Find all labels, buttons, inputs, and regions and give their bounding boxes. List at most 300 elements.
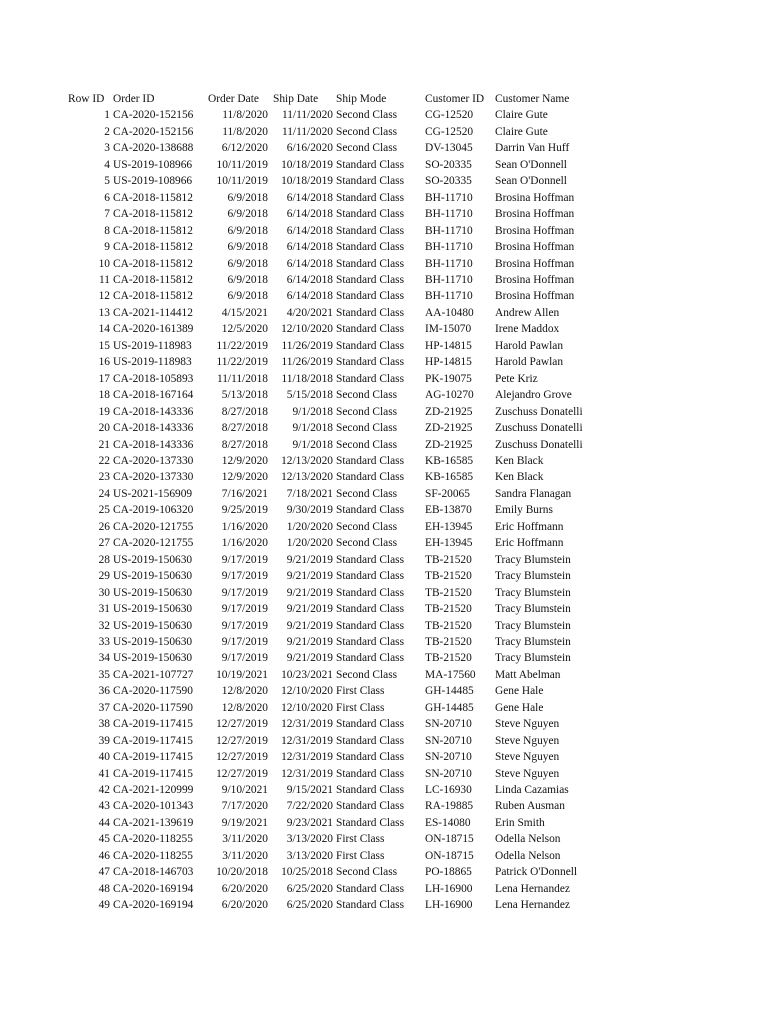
cell-customer-name: Steve Nguyen [495, 751, 560, 764]
header-customer-id: Customer ID [425, 93, 485, 105]
cell-order-date: 6/9/2018 [227, 191, 268, 204]
cell-order-id: CA-2020-137330 [113, 471, 194, 484]
table-row [68, 420, 605, 436]
cell-customer-name: Emily Burns [495, 504, 553, 517]
cell-ship-date: 10/18/2019 [281, 158, 333, 171]
cell-ship-date: 6/14/2018 [286, 224, 333, 237]
cell-customer-id: GH-14485 [425, 685, 474, 698]
cell-customer-name: Claire Gute [495, 109, 548, 122]
cell-customer-name: Eric Hoffmann [495, 537, 564, 550]
cell-ship-mode: Second Class [336, 537, 398, 550]
cell-order-id: US-2019-150630 [113, 635, 193, 648]
cell-ship-date: 3/13/2020 [286, 849, 333, 862]
cell-order-id: CA-2018-115812 [113, 224, 193, 237]
cell-ship-mode: First Class [336, 701, 385, 714]
cell-customer-id: PK-19075 [425, 372, 472, 385]
table-row [68, 552, 605, 568]
cell-ship-mode: Second Class [336, 109, 398, 122]
table-row [68, 107, 605, 123]
cell-ship-mode: Standard Class [336, 734, 405, 747]
cell-ship-mode: Second Class [336, 668, 398, 681]
cell-customer-id: SO-20335 [425, 158, 472, 171]
cell-ship-mode: Standard Class [336, 273, 405, 286]
cell-row-id: 33 [98, 635, 110, 648]
cell-customer-name: Ken Black [495, 454, 544, 467]
cell-row-id: 44 [98, 816, 110, 829]
cell-ship-date: 10/25/2018 [281, 866, 333, 879]
cell-order-date: 9/17/2019 [221, 603, 268, 616]
cell-order-date: 6/9/2018 [227, 224, 268, 237]
cell-ship-date: 6/25/2020 [286, 899, 333, 912]
cell-order-id: CA-2020-169194 [113, 899, 194, 912]
cell-order-id: US-2019-150630 [113, 570, 193, 583]
table-row [68, 486, 605, 502]
table-row [68, 716, 605, 732]
cell-row-id: 35 [98, 668, 110, 681]
cell-row-id: 10 [98, 257, 110, 270]
cell-order-id: CA-2019-106320 [113, 504, 194, 517]
cell-ship-date: 12/13/2020 [281, 471, 333, 484]
cell-customer-name: Zuschuss Donatelli [495, 405, 583, 418]
cell-ship-date: 11/26/2019 [281, 356, 333, 369]
cell-ship-mode: Standard Class [336, 175, 405, 188]
cell-row-id: 28 [98, 553, 110, 566]
cell-customer-id: BH-11710 [425, 290, 473, 303]
cell-order-id: CA-2021-120999 [113, 784, 194, 797]
cell-ship-date: 4/20/2021 [286, 306, 333, 319]
cell-order-date: 11/8/2020 [222, 125, 268, 138]
cell-ship-mode: Standard Class [336, 241, 405, 254]
cell-order-id: CA-2019-117415 [113, 751, 193, 764]
cell-customer-id: PO-18865 [425, 866, 472, 879]
table-row [68, 124, 605, 140]
cell-order-date: 7/17/2020 [221, 800, 268, 813]
cell-customer-id: AG-10270 [425, 389, 474, 402]
cell-customer-name: Harold Pawlan [495, 356, 564, 369]
cell-ship-date: 9/21/2019 [286, 652, 333, 665]
cell-order-id: CA-2018-167164 [113, 389, 194, 402]
cell-customer-id: TB-21520 [425, 652, 472, 665]
cell-order-date: 9/17/2019 [221, 619, 268, 632]
table-row [68, 239, 605, 255]
cell-ship-date: 10/18/2019 [281, 175, 333, 188]
cell-customer-id: TB-21520 [425, 603, 472, 616]
cell-customer-id: ZD-21925 [425, 438, 473, 451]
cell-customer-name: Sean O'Donnell [495, 158, 567, 171]
cell-customer-id: EH-13945 [425, 520, 473, 533]
cell-customer-name: Tracy Blumstein [495, 652, 571, 665]
cell-ship-mode: Standard Class [336, 323, 405, 336]
cell-order-id: CA-2018-143336 [113, 438, 194, 451]
cell-ship-date: 12/31/2019 [281, 718, 333, 731]
table-row [68, 782, 605, 798]
cell-customer-name: Zuschuss Donatelli [495, 438, 583, 451]
header-order-date: Order Date [208, 93, 259, 105]
cell-row-id: 2 [104, 125, 110, 138]
cell-row-id: 47 [98, 866, 110, 879]
cell-row-id: 37 [98, 701, 110, 714]
cell-order-date: 3/11/2020 [222, 849, 268, 862]
cell-order-id: CA-2018-115812 [113, 191, 193, 204]
table-row [68, 798, 605, 814]
cell-order-date: 8/27/2018 [221, 438, 268, 451]
cell-order-date: 9/17/2019 [221, 652, 268, 665]
header-row [68, 91, 605, 107]
cell-customer-name: Tracy Blumstein [495, 635, 571, 648]
table-row [68, 206, 605, 222]
cell-order-date: 1/16/2020 [221, 520, 268, 533]
table-row [68, 404, 605, 420]
table-body [68, 107, 605, 913]
cell-row-id: 42 [98, 784, 110, 797]
cell-ship-date: 12/13/2020 [281, 454, 333, 467]
cell-ship-date: 11/11/2020 [281, 125, 333, 138]
cell-customer-id: HP-14815 [425, 356, 472, 369]
cell-customer-name: Sandra Flanagan [495, 487, 572, 500]
cell-order-id: CA-2020-117590 [113, 701, 193, 714]
cell-ship-date: 12/31/2019 [281, 751, 333, 764]
cell-customer-name: Brosina Hoffman [495, 191, 575, 204]
table-row [68, 634, 605, 650]
cell-order-date: 10/19/2021 [216, 668, 268, 681]
cell-ship-date: 9/23/2021 [286, 816, 333, 829]
cell-order-date: 6/20/2020 [221, 882, 268, 895]
header-ship-date: Ship Date [273, 93, 319, 105]
table-row [68, 453, 605, 469]
cell-ship-date: 6/14/2018 [286, 257, 333, 270]
cell-order-date: 7/16/2021 [221, 487, 268, 500]
cell-customer-id: ES-14080 [425, 816, 471, 829]
cell-order-date: 6/9/2018 [227, 208, 268, 221]
cell-ship-mode: Standard Class [336, 899, 405, 912]
cell-customer-id: TB-21520 [425, 553, 472, 566]
cell-order-id: CA-2020-117590 [113, 685, 193, 698]
cell-order-id: US-2019-118983 [113, 356, 192, 369]
table-row [68, 190, 605, 206]
cell-row-id: 46 [98, 849, 110, 862]
table-row [68, 683, 605, 699]
table-row [68, 815, 605, 831]
cell-ship-date: 3/13/2020 [286, 833, 333, 846]
cell-customer-name: Lena Hernandez [495, 882, 570, 895]
cell-customer-name: Alejandro Grove [495, 389, 572, 402]
cell-customer-name: Tracy Blumstein [495, 586, 571, 599]
cell-customer-id: ON-18715 [425, 833, 474, 846]
cell-order-id: US-2019-150630 [113, 586, 193, 599]
cell-ship-date: 6/14/2018 [286, 273, 333, 286]
cell-ship-date: 9/21/2019 [286, 635, 333, 648]
cell-order-date: 12/5/2020 [221, 323, 268, 336]
cell-customer-id: SF-20065 [425, 487, 470, 500]
cell-ship-mode: Standard Class [336, 257, 405, 270]
table-row [68, 535, 605, 551]
cell-customer-id: LC-16930 [425, 784, 472, 797]
cell-order-id: US-2019-108966 [113, 175, 193, 188]
cell-customer-id: TB-21520 [425, 586, 472, 599]
cell-customer-name: Ruben Ausman [495, 800, 565, 813]
cell-customer-id: EB-13870 [425, 504, 472, 517]
cell-order-date: 6/9/2018 [227, 290, 268, 303]
cell-customer-name: Odella Nelson [495, 833, 561, 846]
cell-customer-name: Darrin Van Huff [495, 142, 570, 155]
table-row [68, 157, 605, 173]
cell-ship-date: 10/23/2021 [281, 668, 333, 681]
cell-order-id: CA-2018-143336 [113, 422, 194, 435]
cell-ship-mode: First Class [336, 833, 385, 846]
cell-order-date: 12/9/2020 [221, 454, 268, 467]
cell-customer-name: Gene Hale [495, 701, 544, 714]
cell-row-id: 45 [98, 833, 110, 846]
cell-ship-mode: Second Class [336, 866, 398, 879]
cell-order-date: 8/27/2018 [221, 405, 268, 418]
cell-ship-date: 6/14/2018 [286, 290, 333, 303]
cell-ship-mode: Standard Class [336, 339, 405, 352]
cell-customer-id: IM-15070 [425, 323, 472, 336]
table-row [68, 173, 605, 189]
cell-customer-name: Tracy Blumstein [495, 570, 571, 583]
cell-ship-mode: Standard Class [336, 570, 405, 583]
cell-customer-id: SO-20335 [425, 175, 472, 188]
cell-order-id: CA-2020-152156 [113, 125, 194, 138]
cell-order-date: 10/11/2019 [216, 158, 268, 171]
table-row [68, 749, 605, 765]
cell-row-id: 48 [98, 882, 110, 895]
table-row [68, 256, 605, 272]
table-header [68, 91, 605, 107]
cell-row-id: 21 [98, 438, 110, 451]
table-row [68, 864, 605, 880]
cell-row-id: 29 [98, 570, 110, 583]
cell-row-id: 39 [98, 734, 110, 747]
cell-order-id: CA-2020-118255 [113, 849, 193, 862]
cell-customer-name: Pete Kriz [495, 372, 538, 385]
table-row [68, 766, 605, 782]
cell-ship-date: 6/14/2018 [286, 208, 333, 221]
table-row [68, 469, 605, 485]
cell-order-date: 5/13/2018 [221, 389, 268, 402]
cell-ship-mode: Second Class [336, 487, 398, 500]
cell-order-date: 11/22/2019 [216, 339, 268, 352]
cell-ship-date: 11/11/2020 [281, 109, 333, 122]
cell-customer-name: Brosina Hoffman [495, 208, 575, 221]
cell-ship-mode: First Class [336, 685, 385, 698]
cell-ship-date: 9/21/2019 [286, 619, 333, 632]
cell-customer-name: Eric Hoffmann [495, 520, 564, 533]
table-row [68, 897, 605, 913]
table-row [68, 519, 605, 535]
cell-row-id: 5 [104, 175, 110, 188]
cell-customer-id: BH-11710 [425, 257, 473, 270]
cell-row-id: 22 [98, 454, 110, 467]
cell-order-id: CA-2018-115812 [113, 208, 193, 221]
cell-customer-name: Linda Cazamias [495, 784, 569, 797]
cell-order-date: 9/10/2021 [221, 784, 268, 797]
cell-customer-id: SN-20710 [425, 751, 472, 764]
cell-ship-mode: First Class [336, 849, 385, 862]
cell-order-id: US-2021-156909 [113, 487, 193, 500]
cell-customer-name: Odella Nelson [495, 849, 561, 862]
cell-order-id: CA-2018-115812 [113, 257, 193, 270]
cell-ship-mode: Standard Class [336, 652, 405, 665]
header-customer-name: Customer Name [495, 93, 570, 105]
cell-order-id: CA-2021-114412 [113, 306, 193, 319]
cell-ship-date: 9/30/2019 [286, 504, 333, 517]
cell-order-date: 11/11/2018 [216, 372, 268, 385]
cell-ship-date: 11/26/2019 [281, 339, 333, 352]
cell-row-id: 38 [98, 718, 110, 731]
cell-order-date: 3/11/2020 [222, 833, 268, 846]
cell-row-id: 40 [98, 751, 110, 764]
cell-row-id: 36 [98, 685, 110, 698]
cell-row-id: 11 [99, 273, 110, 286]
cell-ship-mode: Standard Class [336, 553, 405, 566]
cell-order-id: CA-2020-121755 [113, 537, 194, 550]
table-row [68, 568, 605, 584]
cell-ship-mode: Standard Class [336, 784, 405, 797]
table-row [68, 354, 605, 370]
cell-ship-mode: Standard Class [336, 471, 405, 484]
cell-order-id: US-2019-150630 [113, 652, 193, 665]
cell-order-id: CA-2020-138688 [113, 142, 194, 155]
cell-customer-id: SN-20710 [425, 718, 472, 731]
table-row [68, 437, 605, 453]
cell-customer-name: Steve Nguyen [495, 767, 560, 780]
cell-order-id: CA-2018-146703 [113, 866, 194, 879]
cell-row-id: 17 [98, 372, 110, 385]
table-row [68, 321, 605, 337]
cell-ship-date: 6/25/2020 [286, 882, 333, 895]
cell-ship-date: 12/10/2020 [281, 701, 333, 714]
cell-customer-name: Matt Abelman [495, 668, 561, 681]
cell-ship-mode: Standard Class [336, 767, 405, 780]
table-row [68, 618, 605, 634]
cell-order-date: 6/9/2018 [227, 273, 268, 286]
cell-customer-id: ON-18715 [425, 849, 474, 862]
cell-ship-mode: Second Class [336, 125, 398, 138]
cell-customer-name: Tracy Blumstein [495, 603, 571, 616]
cell-ship-mode: Standard Class [336, 619, 405, 632]
cell-ship-mode: Standard Class [336, 224, 405, 237]
cell-customer-id: BH-11710 [425, 191, 473, 204]
cell-order-id: CA-2020-121755 [113, 520, 194, 533]
cell-customer-id: TB-21520 [425, 635, 472, 648]
table-row [68, 338, 605, 354]
table-row [68, 831, 605, 847]
cell-row-id: 32 [98, 619, 110, 632]
cell-ship-mode: Standard Class [336, 356, 405, 369]
cell-row-id: 1 [104, 109, 110, 122]
table-row [68, 848, 605, 864]
cell-customer-name: Brosina Hoffman [495, 241, 575, 254]
cell-ship-date: 6/16/2020 [286, 142, 333, 155]
cell-row-id: 30 [98, 586, 110, 599]
cell-order-date: 11/22/2019 [216, 356, 268, 369]
cell-order-id: CA-2019-117415 [113, 734, 193, 747]
cell-ship-date: 7/18/2021 [286, 487, 333, 500]
cell-customer-name: Sean O'Donnell [495, 175, 567, 188]
cell-ship-date: 9/1/2018 [292, 405, 333, 418]
cell-order-date: 9/17/2019 [221, 586, 268, 599]
cell-order-id: CA-2019-117415 [113, 767, 193, 780]
cell-customer-id: ZD-21925 [425, 405, 473, 418]
cell-order-date: 11/8/2020 [222, 109, 268, 122]
cell-ship-mode: Standard Class [336, 454, 405, 467]
cell-row-id: 8 [104, 224, 110, 237]
cell-order-id: CA-2020-137330 [113, 454, 194, 467]
cell-order-date: 8/27/2018 [221, 422, 268, 435]
cell-ship-date: 9/21/2019 [286, 570, 333, 583]
cell-order-date: 6/20/2020 [221, 899, 268, 912]
cell-order-id: CA-2021-107727 [113, 668, 194, 681]
cell-customer-name: Irene Maddox [495, 323, 560, 336]
cell-ship-mode: Second Class [336, 438, 398, 451]
cell-ship-date: 5/15/2018 [286, 389, 333, 402]
cell-ship-date: 12/31/2019 [281, 734, 333, 747]
cell-customer-id: CG-12520 [425, 125, 474, 138]
cell-order-date: 12/27/2019 [216, 751, 268, 764]
cell-ship-date: 6/14/2018 [286, 191, 333, 204]
header-order-id: Order ID [113, 93, 155, 105]
cell-ship-mode: Standard Class [336, 290, 405, 303]
cell-ship-mode: Standard Class [336, 306, 405, 319]
cell-order-id: US-2019-150630 [113, 603, 193, 616]
cell-order-id: CA-2020-118255 [113, 833, 193, 846]
cell-order-date: 10/20/2018 [216, 866, 268, 879]
cell-row-id: 49 [98, 899, 110, 912]
cell-row-id: 14 [98, 323, 110, 336]
cell-order-date: 10/11/2019 [216, 175, 268, 188]
cell-customer-id: LH-16900 [425, 882, 473, 895]
cell-customer-name: Ken Black [495, 471, 544, 484]
cell-row-id: 9 [104, 241, 110, 254]
cell-row-id: 41 [98, 767, 110, 780]
cell-customer-id: ZD-21925 [425, 422, 473, 435]
cell-row-id: 20 [98, 422, 110, 435]
cell-order-id: US-2019-150630 [113, 553, 193, 566]
cell-order-date: 9/19/2021 [221, 816, 268, 829]
cell-ship-mode: Second Class [336, 405, 398, 418]
cell-order-id: CA-2018-115812 [113, 290, 193, 303]
cell-ship-mode: Standard Class [336, 504, 405, 517]
cell-ship-mode: Standard Class [336, 751, 405, 764]
cell-row-id: 25 [98, 504, 110, 517]
cell-order-id: US-2019-118983 [113, 339, 192, 352]
cell-customer-id: KB-16585 [425, 471, 474, 484]
cell-order-id: CA-2018-143336 [113, 405, 194, 418]
cell-ship-date: 12/31/2019 [281, 767, 333, 780]
cell-ship-date: 7/22/2020 [286, 800, 333, 813]
cell-order-date: 9/17/2019 [221, 553, 268, 566]
table-row [68, 650, 605, 666]
cell-ship-mode: Second Class [336, 520, 398, 533]
cell-customer-name: Brosina Hoffman [495, 257, 575, 270]
cell-order-date: 9/17/2019 [221, 570, 268, 583]
table-row [68, 881, 605, 897]
cell-row-id: 13 [98, 306, 110, 319]
cell-ship-date: 12/10/2020 [281, 323, 333, 336]
cell-ship-mode: Standard Class [336, 800, 405, 813]
cell-customer-id: SN-20710 [425, 767, 472, 780]
cell-customer-name: Steve Nguyen [495, 718, 560, 731]
cell-customer-name: Tracy Blumstein [495, 619, 571, 632]
cell-order-id: CA-2021-139619 [113, 816, 194, 829]
cell-customer-id: CG-12520 [425, 109, 474, 122]
cell-ship-mode: Standard Class [336, 191, 405, 204]
cell-ship-mode: Standard Class [336, 372, 405, 385]
cell-customer-id: AA-10480 [425, 306, 474, 319]
table-row [68, 272, 605, 288]
cell-customer-id: LH-16900 [425, 899, 473, 912]
